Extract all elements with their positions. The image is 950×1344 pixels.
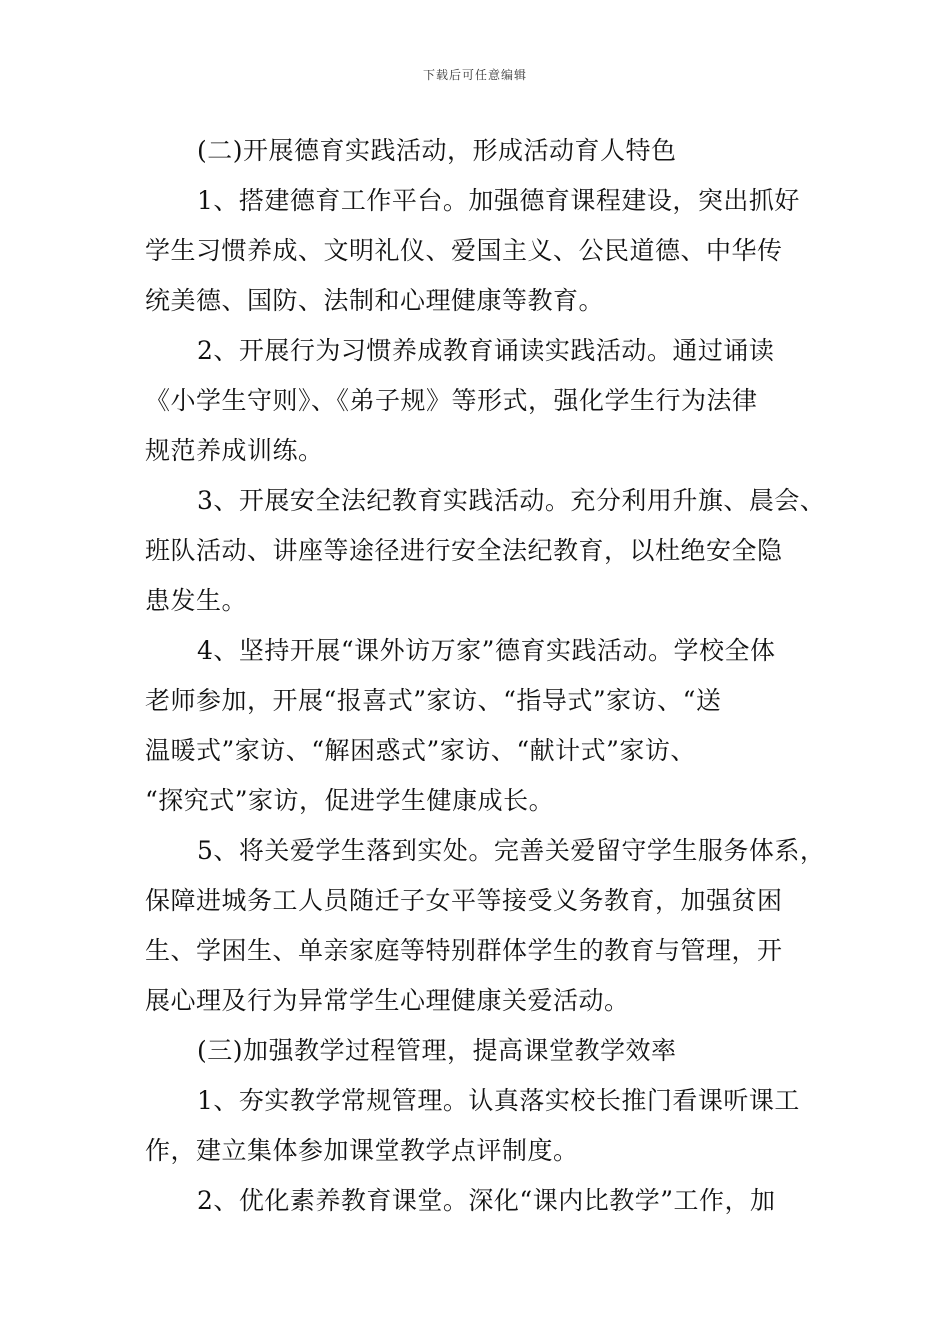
text-line: 《小学生守则》、《弟子规》等形式，强化学生行为法律: [145, 386, 758, 415]
text-line: 患发生。: [145, 586, 248, 615]
page-header-note: 下载后可任意编辑: [422, 68, 527, 82]
paragraph-item-2: [145, 326, 825, 476]
document-body: [145, 126, 825, 1226]
text-line: “探究式”家访，促进学生健康成长。: [145, 786, 555, 815]
text-line: 3、开展安全法纪教育实践活动。充分利用升旗、晨会、: [197, 486, 826, 515]
paragraph-item-3: [145, 476, 825, 626]
paragraph-item-1: [145, 176, 825, 326]
text-line: 1、夯实教学常规管理。认真落实校长推门看课听课工: [197, 1086, 800, 1115]
paragraph-item-5: [145, 826, 825, 1026]
text-line: 老师参加，开展“报喜式”家访、“指导式”家访、“送: [145, 686, 722, 715]
text-line: 4、坚持开展“课外访万家”德育实践活动。学校全体: [197, 636, 776, 665]
paragraph-item-2b: [145, 1176, 825, 1226]
text-line: 2、开展行为习惯养成教育诵读实践活动。通过诵读: [197, 336, 775, 365]
text-line: 学生习惯养成、文明礼仪、爱国主义、公民道德、中华传: [145, 236, 783, 265]
text-line: 统美德、国防、法制和心理健康等教育。: [145, 286, 605, 315]
text-line: (二)开展德育实践活动，形成活动育人特色: [197, 136, 677, 165]
text-line: 1、搭建德育工作平台。加强德育课程建设，突出抓好: [197, 186, 800, 215]
text-line: 保障进城务工人员随迁子女平等接受义务教育，加强贫困: [145, 886, 783, 915]
paragraph-item-4: [145, 626, 825, 826]
text-line: (三)加强教学过程管理，提高课堂教学效率: [197, 1036, 677, 1065]
text-line: 展心理及行为异常学生心理健康关爱活动。: [145, 986, 630, 1015]
paragraph-item-1b: [145, 1076, 825, 1176]
text-line: 5、将关爱学生落到实处。完善关爱留守学生服务体系，: [197, 836, 826, 865]
section-heading-2: [145, 126, 825, 176]
text-line: 规范养成训练。: [145, 436, 324, 465]
section-heading-3: [145, 1026, 825, 1076]
text-line: 2、优化素养教育课堂。深化“课内比教学”工作，加: [197, 1186, 776, 1215]
text-line: 生、学困生、单亲家庭等特别群体学生的教育与管理，开: [145, 936, 783, 965]
text-line: 作，建立集体参加课堂教学点评制度。: [145, 1136, 579, 1165]
text-line: 温暖式”家访、“解困惑式”家访、“献计式”家访、: [145, 736, 696, 765]
text-line: 班队活动、讲座等途径进行安全法纪教育，以杜绝安全隐: [145, 536, 783, 565]
